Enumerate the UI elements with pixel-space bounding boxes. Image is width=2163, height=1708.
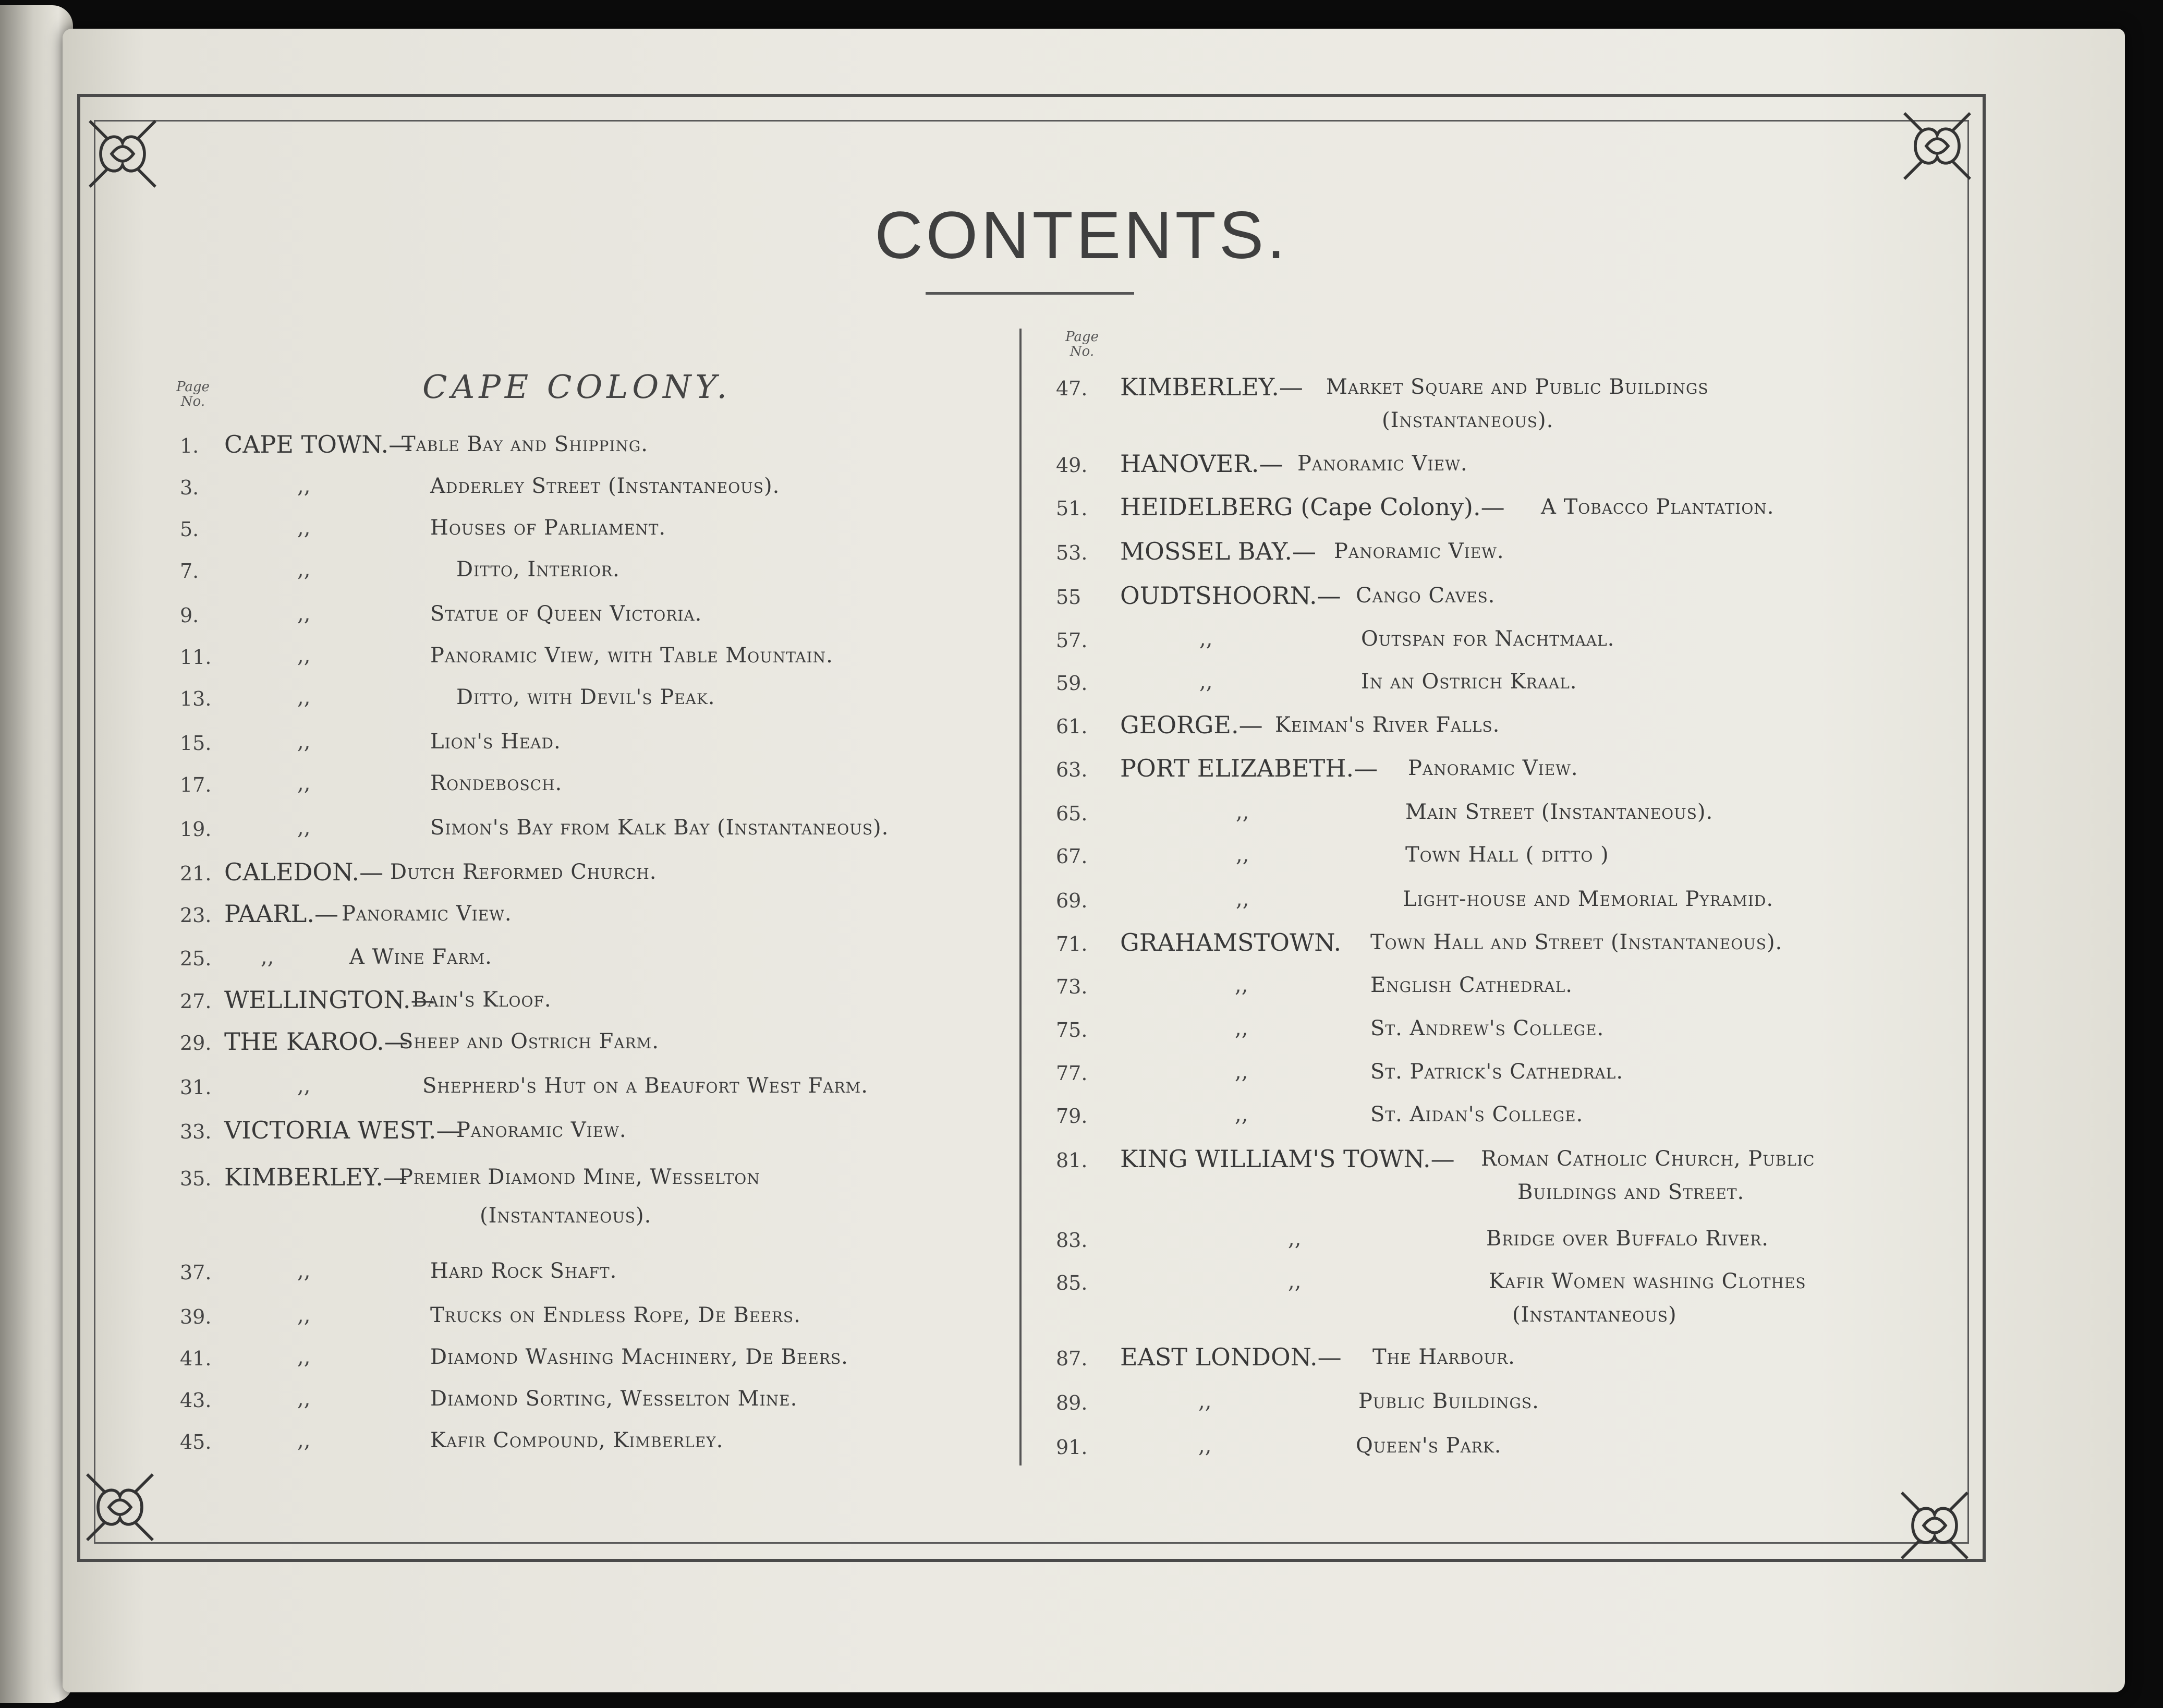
page-number: 13. [180,687,212,710]
ditto-mark: ,, [1236,887,1249,911]
place-name: VICTORIA WEST.— [224,1116,460,1144]
entry-description: Queen's Park. [1356,1434,1502,1458]
page-number: 55 [1056,586,1082,609]
page-number: 25. [180,947,212,970]
entry-description: Hard Rock Shaft. [430,1259,617,1283]
page-number: 19. [180,818,212,841]
ditto-mark: ,, [261,945,274,969]
page-number: 43. [180,1389,212,1412]
left-page-no-header [172,380,214,409]
page-number: 65. [1056,802,1088,825]
page-title: CONTENTS. [874,198,1289,273]
ditto-mark: ,, [1235,1103,1248,1126]
page-number: 61. [1056,715,1088,738]
place-name: HANOVER.— [1120,450,1283,478]
place-name: CAPE TOWN.— [224,430,413,458]
place-name: CALEDON.— [224,858,384,886]
entry-continuation: (Instantaneous) [1512,1303,1677,1327]
entry-description: Market Square and Public Buildings [1326,375,1709,399]
place-name: PORT ELIZABETH.— [1120,754,1378,782]
ornament-top-left-icon [86,117,159,190]
ditto-mark: ,, [297,474,311,498]
entry-description: A Tobacco Plantation. [1541,495,1775,519]
page-number: 73. [1056,975,1088,998]
entry-description: Kafir Women washing Clothes [1489,1269,1806,1293]
inner-border [94,120,1969,1544]
entry-description: Ditto, with Devil's Peak. [456,685,715,709]
entry-description: Panoramic View. [456,1118,627,1142]
page-number: 33. [180,1120,212,1143]
ditto-mark: ,, [297,558,311,582]
ditto-mark: ,, [1199,670,1213,694]
page-number: 67. [1056,845,1088,868]
entry-description: Town Hall ( ditto ) [1405,843,1609,867]
page-number: 71. [1056,932,1088,955]
ditto-mark: ,, [297,816,311,840]
page-number: 83. [1056,1229,1088,1252]
entry-description: Houses of Parliament. [430,516,666,540]
place-name: KIMBERLEY.— [224,1163,407,1191]
entry-description: Panoramic View. [1408,756,1578,780]
entry-continuation: Buildings and Street. [1517,1180,1745,1204]
entry-description: Ditto, Interior. [456,558,620,582]
place-name: KIMBERLEY.— [1120,373,1303,401]
entry-description: Bridge over Buffalo River. [1486,1227,1769,1251]
ditto-mark: ,, [297,771,311,795]
entry-description: Rondebosch. [430,771,563,795]
page-number: 45. [180,1431,212,1453]
page-number: 89. [1056,1391,1088,1414]
page-number: 7. [180,560,199,583]
entry-description: Town Hall and Street (Instantaneous). [1370,930,1783,954]
place-name: THE KAROO.— [224,1027,408,1056]
entry-description: Simon's Bay from Kalk Bay (Instantaneous). [430,816,889,840]
ditto-mark: ,, [297,1074,311,1098]
page-number: 51. [1056,497,1088,520]
page-label: Page [1065,329,1099,345]
page-number: 21. [180,862,212,885]
page-number: 75. [1056,1019,1088,1041]
page-number: 53. [1056,541,1088,564]
ditto-mark: ,, [1235,1016,1248,1040]
entry-description: Light-house and Memorial Pyramid. [1403,887,1774,911]
entry-description: Table Bay and Shipping. [402,432,648,456]
ornament-bottom-left-icon [83,1471,156,1544]
page-number: 69. [1056,889,1088,912]
title-underline [926,292,1134,295]
ditto-mark: ,, [297,730,311,754]
entry-description: Keiman's River Falls. [1275,713,1500,737]
page-number: 35. [180,1167,212,1190]
page-number: 17. [180,773,212,796]
entry-description: Dutch Reformed Church. [390,860,657,884]
place-name: HEIDELBERG (Cape Colony).— [1120,493,1505,521]
ditto-mark: ,, [1198,1389,1212,1413]
page-number: 49. [1056,454,1088,477]
entry-description: Shepherd's Hut on a Beaufort West Farm. [422,1074,868,1098]
ditto-mark: ,, [297,602,311,626]
column-divider [1019,329,1022,1465]
entry-description: Main Street (Instantaneous). [1405,800,1714,824]
entry-description: Trucks on Endless Rope, De Beers. [430,1303,801,1327]
ditto-mark: ,, [297,1303,311,1327]
page-number: 5. [180,518,199,541]
entry-description: The Harbour. [1372,1345,1515,1369]
entry-description: Diamond Sorting, Wesselton Mine. [430,1387,798,1411]
page-number: 15. [180,732,212,755]
entry-description: St. Patrick's Cathedral. [1370,1060,1624,1084]
place-name: MOSSEL BAY.— [1120,537,1316,565]
page-number: 87. [1056,1347,1088,1370]
entry-description: Sheep and Ostrich Farm. [399,1029,659,1053]
entry-continuation: (Instantaneous). [480,1204,652,1228]
entry-description: Cango Caves. [1356,584,1496,608]
page-number: 39. [180,1305,212,1328]
place-name: PAARL.— [224,900,338,928]
page-number: 11. [180,646,212,669]
place-name: GRAHAMSTOWN. [1120,928,1342,956]
entry-description: Outspan for Nachtmaal. [1361,627,1615,651]
ditto-mark: ,, [297,1345,311,1369]
place-name: WELLINGTON.— [224,986,435,1014]
place-name: EAST LONDON.— [1120,1343,1342,1371]
place-name: GEORGE.— [1120,711,1263,739]
entry-description: In an Ostrich Kraal. [1361,670,1577,694]
entry-description: St. Andrew's College. [1370,1016,1605,1040]
page-number: 23. [180,904,212,927]
page-number: 3. [180,476,199,499]
page-number: 59. [1056,672,1088,695]
entry-description: Premier Diamond Mine, Wesselton [399,1165,760,1189]
entry-description: Bain's Kloof. [412,988,552,1012]
page-number: 85. [1056,1271,1088,1294]
page-number: 1. [180,434,199,457]
no-label: No. [1070,344,1095,359]
entry-description: Roman Catholic Church, Public [1481,1147,1815,1171]
page-number: 63. [1056,758,1088,781]
entry-description: English Cathedral. [1370,973,1573,997]
right-page-no-header [1061,330,1103,359]
page-number: 29. [180,1032,212,1055]
page-number: 91. [1056,1436,1088,1459]
entry-description: Public Buildings. [1358,1389,1539,1413]
ditto-mark: ,, [1235,1060,1248,1084]
ditto-mark: ,, [297,1428,311,1452]
entry-description: Diamond Washing Machinery, De Beers. [430,1345,848,1369]
ditto-mark: ,, [1288,1227,1302,1251]
entry-continuation: (Instantaneous). [1382,408,1554,432]
page-number: 47. [1056,377,1088,400]
ornament-top-right-icon [1901,110,1974,183]
ditto-mark: ,, [1199,627,1213,651]
page-number: 37. [180,1261,212,1284]
entry-description: Adderley Street (Instantaneous). [430,474,780,498]
page-number: 9. [180,604,199,627]
entry-description: Panoramic View, with Table Mountain. [430,644,833,668]
no-label: No. [180,394,205,409]
page-number: 77. [1056,1062,1088,1085]
page-number: 41. [180,1347,212,1370]
entry-description: Panoramic View. [1297,452,1468,476]
ditto-mark: ,, [1198,1434,1212,1458]
page-number: 31. [180,1076,212,1099]
ornament-bottom-right-icon [1898,1489,1971,1562]
ditto-mark: ,, [297,685,311,709]
ditto-mark: ,, [1288,1269,1302,1293]
place-name: KING WILLIAM'S TOWN.— [1120,1145,1455,1173]
page-number: 81. [1056,1149,1088,1172]
entry-description: Panoramic View. [1334,539,1504,563]
section-heading: CAPE COLONY. [422,368,732,406]
entry-description: Kafir Compound, Kimberley. [430,1428,724,1452]
entry-description: Panoramic View. [342,902,512,926]
ditto-mark: ,, [1235,973,1248,997]
ditto-mark: ,, [1236,843,1249,867]
page-number: 79. [1056,1105,1088,1128]
entry-description: Statue of Queen Victoria. [430,602,702,626]
ditto-mark: ,, [297,1259,311,1283]
ditto-mark: ,, [297,516,311,540]
ditto-mark: ,, [297,644,311,668]
entry-description: St. Aidan's College. [1370,1103,1584,1126]
place-name: OUDTSHOORN.— [1120,582,1341,610]
page-number: 57. [1056,629,1088,652]
entry-description: A Wine Farm. [349,945,492,969]
ditto-mark: ,, [297,1387,311,1411]
entry-description: Lion's Head. [430,730,561,754]
ditto-mark: ,, [1236,800,1249,824]
page-label: Page [176,379,210,395]
page-number: 27. [180,990,212,1013]
